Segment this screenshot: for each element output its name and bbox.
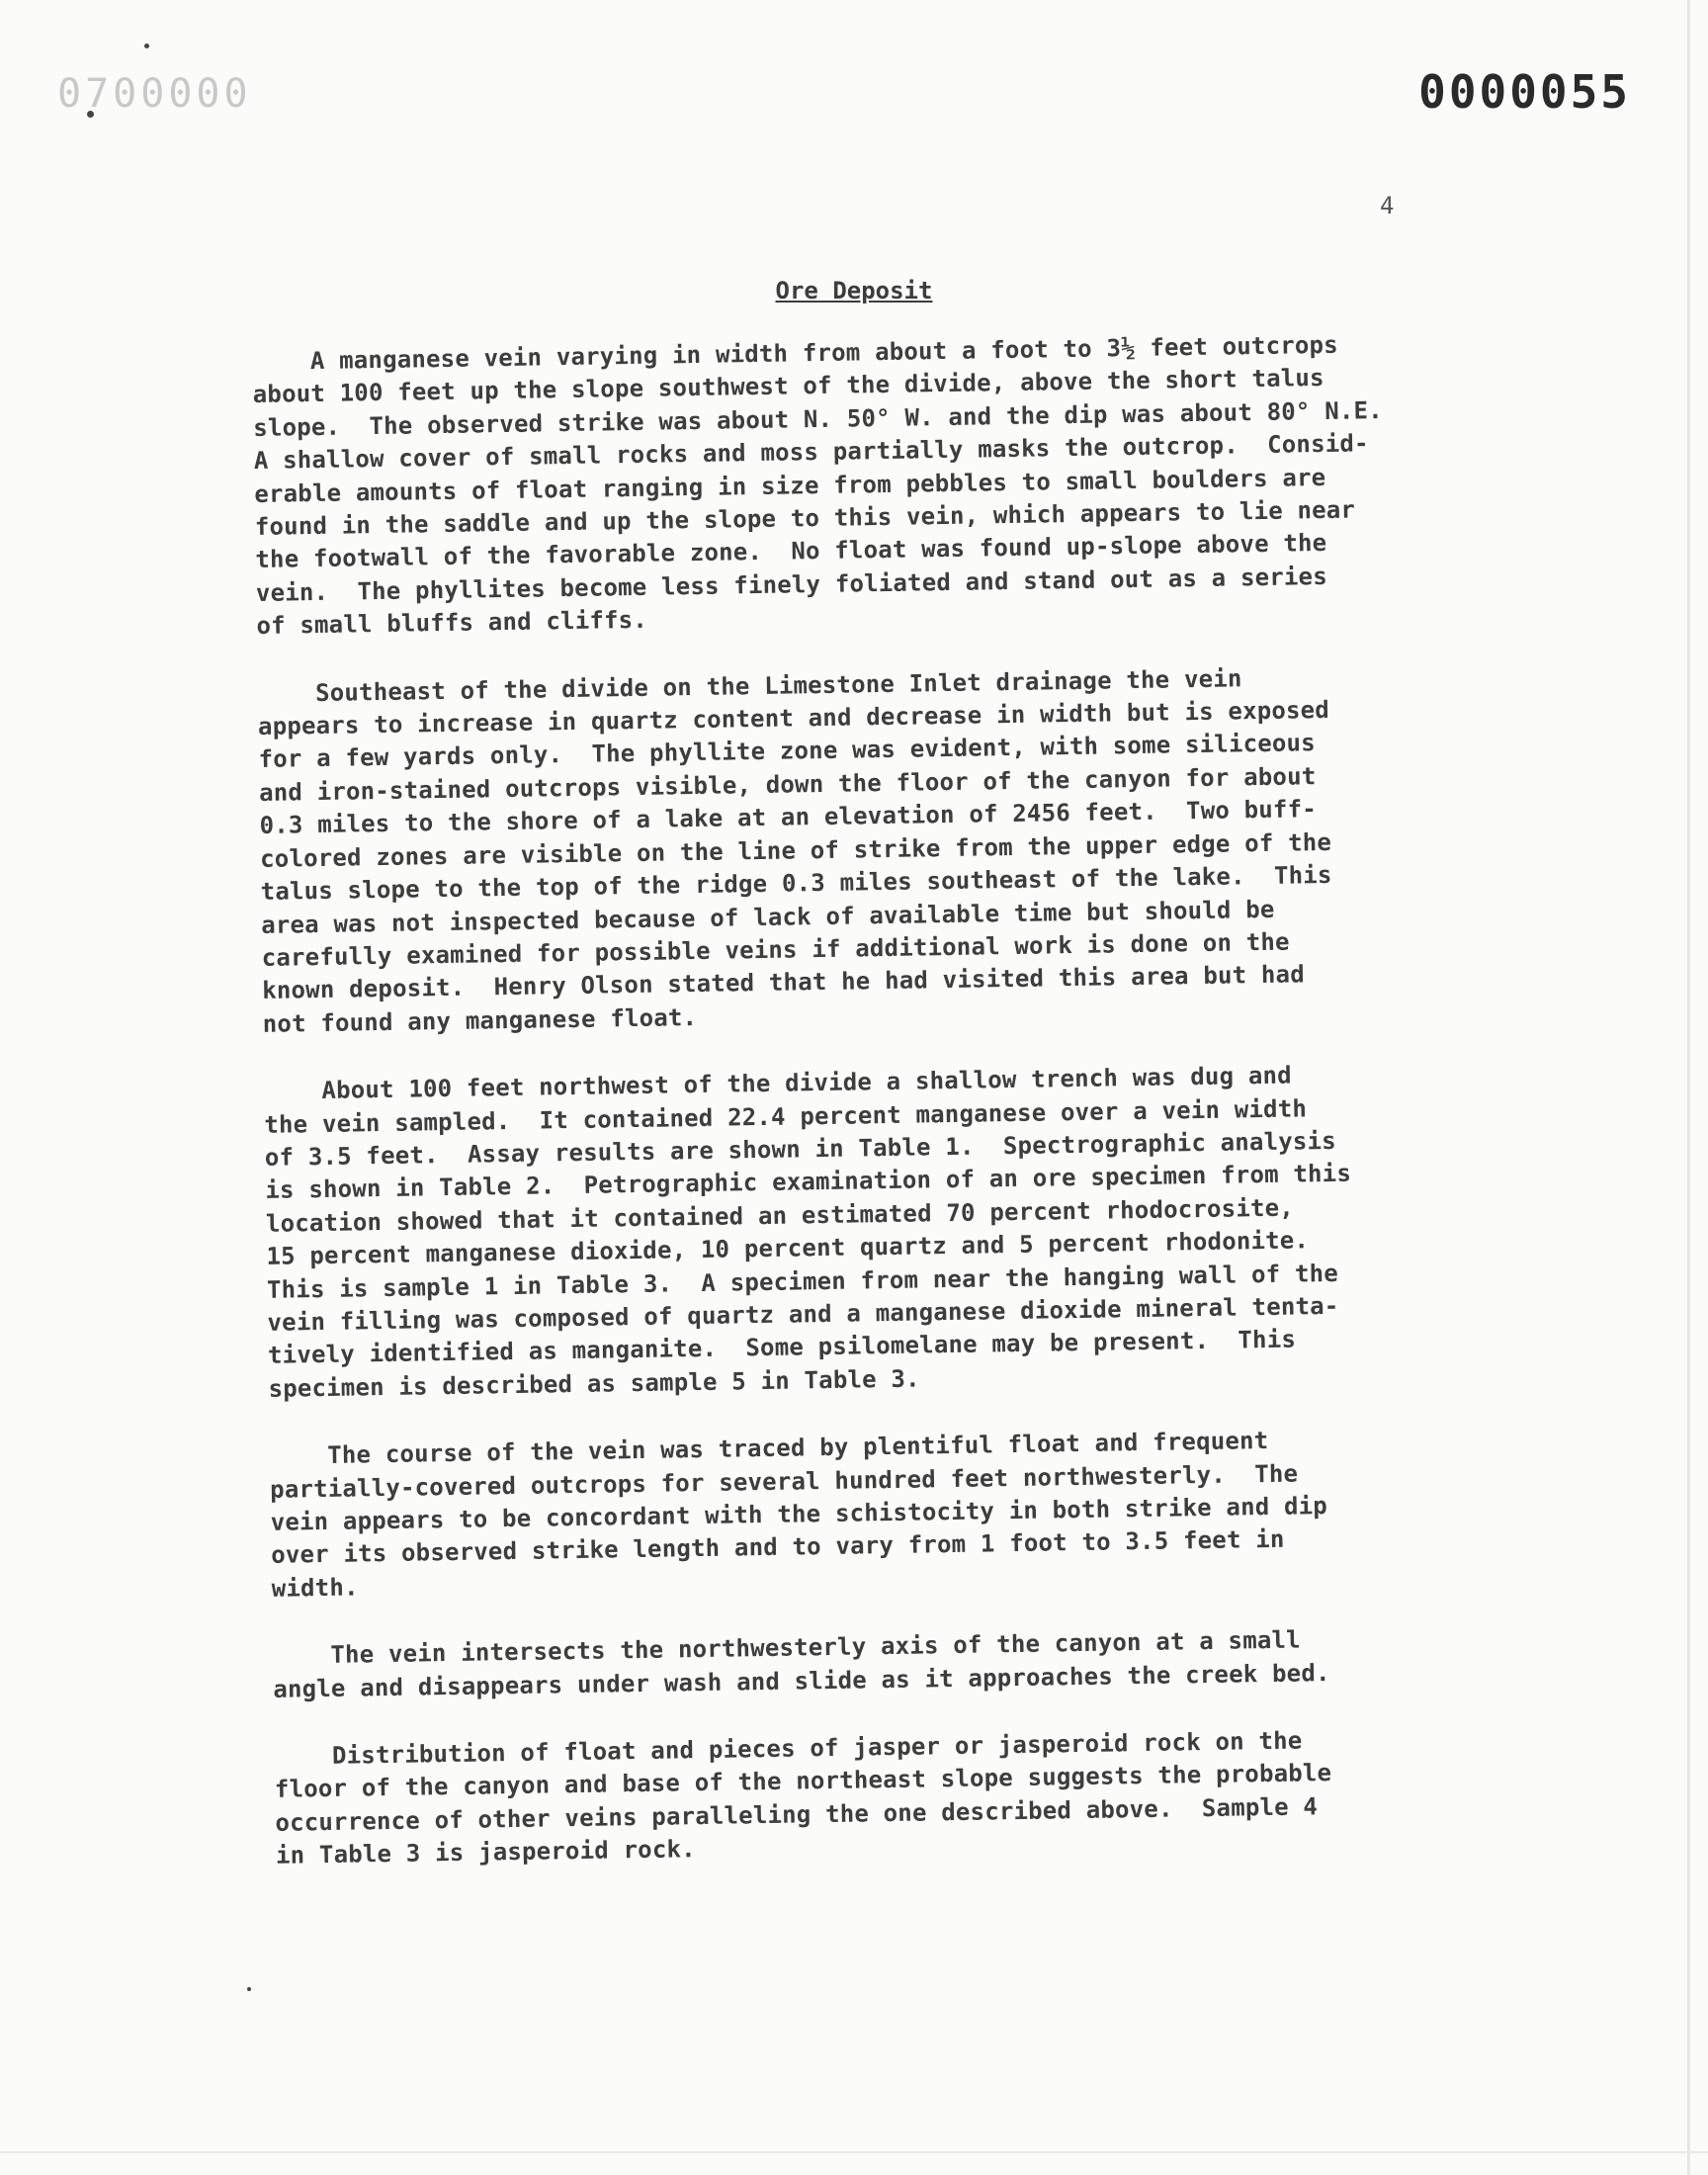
- paragraph: [274, 1721, 1521, 1872]
- text-line: occurrence of other veins paralleling the one described above. Sample 4: [275, 1792, 1319, 1837]
- text-line: angle and disappears under wash and slide as it approaches the creek bed.: [273, 1658, 1330, 1703]
- text-line: of 3.5 feet. Assay results are shown in Table 1. Spectrographic analysis: [264, 1126, 1337, 1172]
- page-number: 4: [1380, 192, 1395, 219]
- text-line: talus slope to the top of the ridge 0.3 miles southeast of the lake. This: [260, 860, 1332, 907]
- text-line: in Table 3 is jasperoid rock.: [275, 1835, 696, 1870]
- document-number: 0000055: [1418, 65, 1631, 119]
- text-line: width.: [271, 1573, 359, 1603]
- text-line: area was not inspected because of lack of available time but should be: [260, 895, 1275, 939]
- text-line: found in the saddle and up the slope to this vein, which appears to lie near: [254, 495, 1356, 542]
- paragraph: [264, 1056, 1514, 1406]
- text-line: 15 percent manganese dioxide, 10 percent quartz and 5 percent rhodonite.: [266, 1226, 1310, 1271]
- text-line: Distribution of float and pieces of jasper or jasperoid rock on the: [274, 1726, 1303, 1771]
- text-line: tively identified as manganite. Some psilomelane may be present. This: [267, 1325, 1297, 1370]
- scan-speck: [247, 1987, 251, 1991]
- text-line: A manganese vein varying in width from about a foot to 3½ feet outcrops: [252, 330, 1339, 376]
- text-line: erable amounts of float ranging in size from pebbles to small boulders are: [254, 463, 1326, 508]
- text-line: The course of the vein was traced by plentiful float and frequent: [269, 1427, 1269, 1471]
- text-line: About 100 feet northwest of the divide a shallow trench was dug and: [263, 1061, 1293, 1106]
- text-line: partially-covered outcrops for several hundred feet northwesterly. The: [269, 1459, 1299, 1504]
- text-line: not found any manganese float.: [262, 1002, 698, 1038]
- text-line: colored zones are visible on the line of strike from the upper edge of the: [259, 827, 1332, 873]
- text-line: the footwall of the favorable zone. No float was found up-slope above the: [255, 529, 1327, 574]
- text-line: for a few yards only. The phyllite zone was evident, with some siliceous: [258, 729, 1317, 774]
- text-line: and iron-stained outcrops visible, down the floor of the canyon for about: [258, 762, 1317, 807]
- text-line: 0.3 miles to the shore of a lake at an elevation of 2456 feet. Two buff-: [259, 795, 1318, 840]
- text-line: the vein sampled. It contained 22.4 percent manganese over a vein width: [264, 1093, 1308, 1139]
- text-line: specimen is described as sample 5 in Table 3.: [268, 1364, 920, 1403]
- text-line: A shallow cover of small rocks and moss partially masks the outcrop. Consid-: [253, 429, 1369, 476]
- text-line: The vein intersects the northwesterly axis of the canyon at a small: [272, 1625, 1302, 1671]
- scan-edge-right: [1687, 0, 1690, 2175]
- text-line: appears to increase in quartz content and decrease in width but is exposed: [257, 695, 1330, 741]
- text-line: over its observed strike length and to vary from 1 foot to 3.5 feet in: [270, 1525, 1285, 1570]
- text-line: slope. The observed strike was about N. 50° W. and the dip was about 80° N.E.: [253, 395, 1384, 442]
- text-line: about 100 feet up the slope southwest of the divide, above the short talus: [252, 364, 1324, 409]
- scan-speck: [144, 44, 149, 48]
- faded-stamp-number: 0700000: [57, 71, 252, 117]
- text-line: Southeast of the divide on the Limestone Inlet drainage the vein: [257, 663, 1242, 708]
- text-line: of small bluffs and cliffs.: [256, 606, 648, 641]
- text-line: This is sample 1 in Table 3. A specimen from near the hanging wall of the: [266, 1259, 1339, 1304]
- paragraph: [269, 1421, 1516, 1606]
- document-body: [252, 326, 1522, 1907]
- text-line: vein appears to be concordant with the schistocity in both strike and dip: [270, 1492, 1328, 1536]
- paragraph: [273, 1620, 1519, 1706]
- text-line: vein. The phyllites become less finely foliated and stand out as a series: [255, 562, 1328, 607]
- text-line: location showed that it contained an estimated 70 percent rhodocrosite,: [265, 1193, 1295, 1238]
- text-line: is shown in Table 2. Petrographic examination of an ore specimen from this: [265, 1159, 1352, 1205]
- section-heading: Ore Deposit: [775, 277, 933, 304]
- text-line: floor of the canyon and base of the northeast slope suggests the probable: [274, 1759, 1332, 1804]
- paragraph: [252, 326, 1502, 643]
- text-line: carefully examined for possible veins if additional work is done on the: [261, 927, 1290, 972]
- scan-edge-bottom: [0, 2151, 1708, 2153]
- text-line: vein filling was composed of quartz and a manganese dioxide mineral tenta-: [267, 1291, 1339, 1337]
- text-line: known deposit. Henry Olson stated that he had visited this area but had: [262, 960, 1306, 1005]
- paragraph: [257, 658, 1508, 1041]
